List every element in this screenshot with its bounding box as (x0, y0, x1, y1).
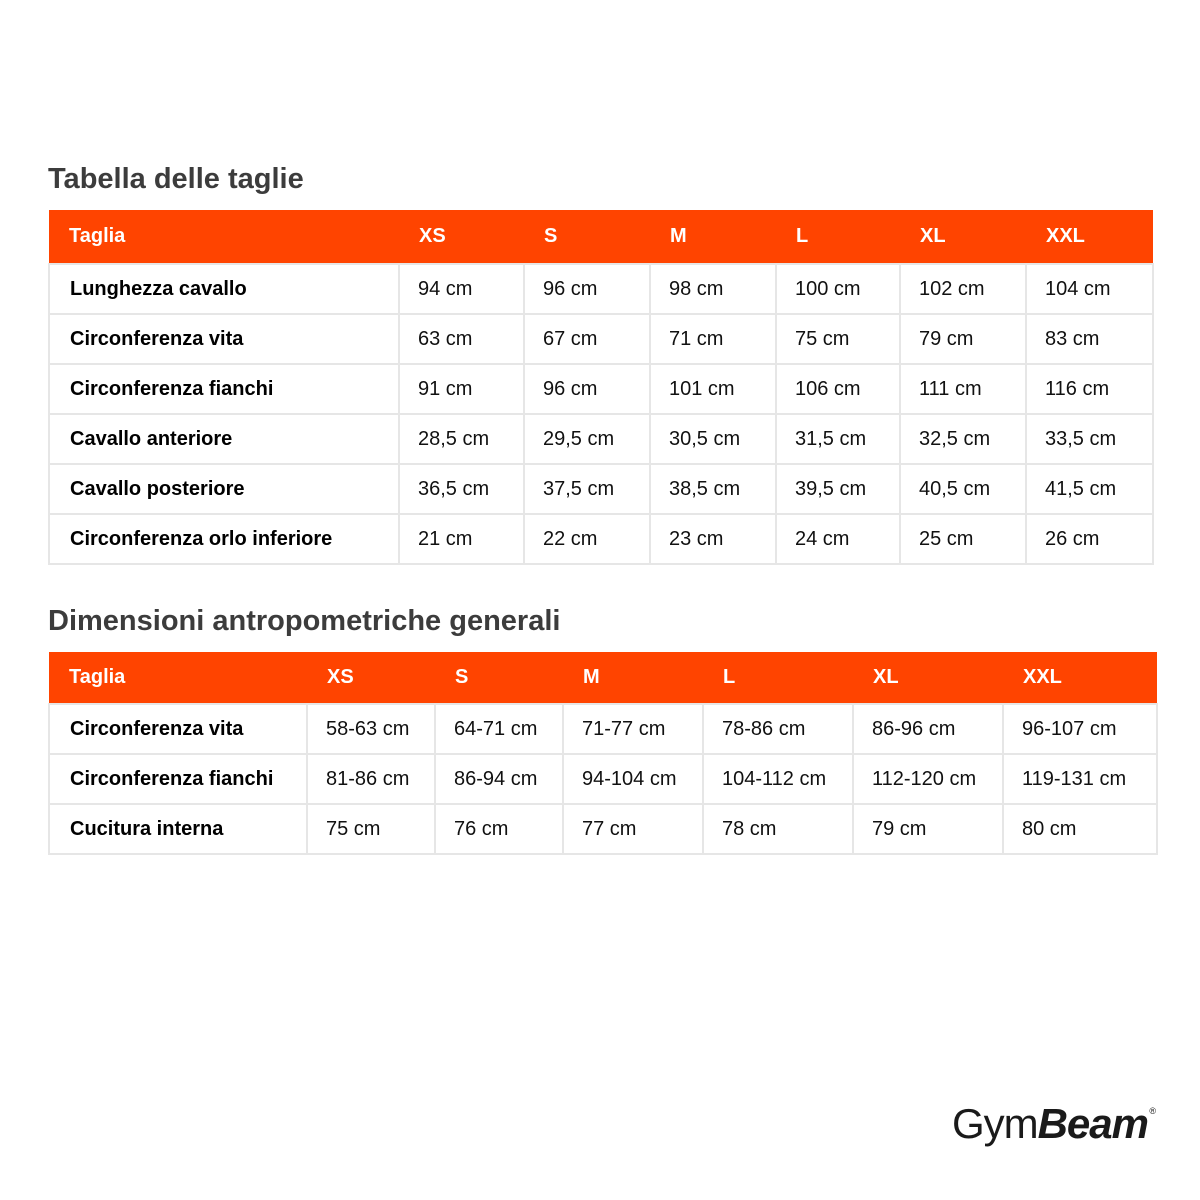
table-cell: 81-86 cm (307, 754, 435, 804)
column-header: XL (900, 210, 1026, 264)
table-cell: 80 cm (1003, 804, 1157, 854)
row-label: Circonferenza fianchi (49, 364, 399, 414)
column-header: L (703, 652, 853, 704)
table-header-row (49, 210, 1153, 264)
table-cell: 38,5 cm (650, 464, 776, 514)
logo-text-bold: Beam (1037, 1100, 1148, 1147)
table-cell: 71 cm (650, 314, 776, 364)
table-cell: 58-63 cm (307, 704, 435, 754)
table-cell: 104 cm (1026, 264, 1153, 314)
table-cell: 111 cm (900, 364, 1026, 414)
table-cell: 21 cm (399, 514, 524, 564)
table-cell: 91 cm (399, 364, 524, 414)
table-cell: 33,5 cm (1026, 414, 1153, 464)
anthropometric-chart-title: Dimensioni antropometriche generali (48, 605, 561, 637)
column-header: XL (853, 652, 1003, 704)
table-cell: 116 cm (1026, 364, 1153, 414)
table-row (49, 264, 1153, 314)
table-cell: 102 cm (900, 264, 1026, 314)
column-header: S (524, 210, 650, 264)
column-header: XS (399, 210, 524, 264)
table-cell: 71-77 cm (563, 704, 703, 754)
gymbeam-logo (951, 1100, 1156, 1147)
row-label: Circonferenza fianchi (49, 754, 307, 804)
column-header: XXL (1003, 652, 1157, 704)
table-cell: 39,5 cm (776, 464, 900, 514)
table-cell: 94-104 cm (563, 754, 703, 804)
table-cell: 24 cm (776, 514, 900, 564)
table-cell: 78-86 cm (703, 704, 853, 754)
row-label: Cavallo posteriore (49, 464, 399, 514)
table-cell: 96 cm (524, 364, 650, 414)
row-label: Circonferenza vita (49, 314, 399, 364)
column-header: Taglia (49, 652, 307, 704)
column-header: S (435, 652, 563, 704)
table-cell: 76 cm (435, 804, 563, 854)
table-row (49, 464, 1153, 514)
column-header: M (563, 652, 703, 704)
table-cell: 67 cm (524, 314, 650, 364)
row-label: Cavallo anteriore (49, 414, 399, 464)
table-cell: 30,5 cm (650, 414, 776, 464)
table-cell: 25 cm (900, 514, 1026, 564)
table-cell: 96-107 cm (1003, 704, 1157, 754)
table-cell: 96 cm (524, 264, 650, 314)
table-cell: 101 cm (650, 364, 776, 414)
table-cell: 29,5 cm (524, 414, 650, 464)
table-cell: 83 cm (1026, 314, 1153, 364)
size-chart-table (48, 210, 1154, 565)
table-cell: 86-94 cm (435, 754, 563, 804)
table-cell: 26 cm (1026, 514, 1153, 564)
table-cell: 98 cm (650, 264, 776, 314)
column-header: XS (307, 652, 435, 704)
table-cell: 64-71 cm (435, 704, 563, 754)
table-row (49, 804, 1157, 854)
registered-mark-icon: ® (1149, 1106, 1156, 1116)
table-cell: 104-112 cm (703, 754, 853, 804)
column-header: L (776, 210, 900, 264)
table-row (49, 514, 1153, 564)
table-cell: 23 cm (650, 514, 776, 564)
table-cell: 106 cm (776, 364, 900, 414)
table-cell: 86-96 cm (853, 704, 1003, 754)
table-row (49, 314, 1153, 364)
table-cell: 22 cm (524, 514, 650, 564)
table-cell: 77 cm (563, 804, 703, 854)
table-cell: 28,5 cm (399, 414, 524, 464)
table-cell: 75 cm (307, 804, 435, 854)
table-cell: 100 cm (776, 264, 900, 314)
table-cell: 32,5 cm (900, 414, 1026, 464)
table-cell: 78 cm (703, 804, 853, 854)
table-cell: 79 cm (853, 804, 1003, 854)
size-chart-title: Tabella delle taglie (48, 163, 304, 195)
table-cell: 75 cm (776, 314, 900, 364)
table-row (49, 704, 1157, 754)
table-cell: 40,5 cm (900, 464, 1026, 514)
column-header: Taglia (49, 210, 399, 264)
table-cell: 63 cm (399, 314, 524, 364)
table-row (49, 414, 1153, 464)
column-header: M (650, 210, 776, 264)
table-cell: 41,5 cm (1026, 464, 1153, 514)
table-cell: 112-120 cm (853, 754, 1003, 804)
table-row (49, 364, 1153, 414)
row-label: Lunghezza cavallo (49, 264, 399, 314)
table-cell: 31,5 cm (776, 414, 900, 464)
table-cell: 37,5 cm (524, 464, 650, 514)
table-cell: 79 cm (900, 314, 1026, 364)
anthropometric-chart-table (48, 652, 1158, 855)
column-header: XXL (1026, 210, 1153, 264)
table-cell: 119-131 cm (1003, 754, 1157, 804)
row-label: Cucitura interna (49, 804, 307, 854)
table-row (49, 754, 1157, 804)
table-cell: 94 cm (399, 264, 524, 314)
table-header-row (49, 652, 1157, 704)
table-cell: 36,5 cm (399, 464, 524, 514)
row-label: Circonferenza orlo inferiore (49, 514, 399, 564)
row-label: Circonferenza vita (49, 704, 307, 754)
logo-text-light: Gym (951, 1100, 1038, 1147)
